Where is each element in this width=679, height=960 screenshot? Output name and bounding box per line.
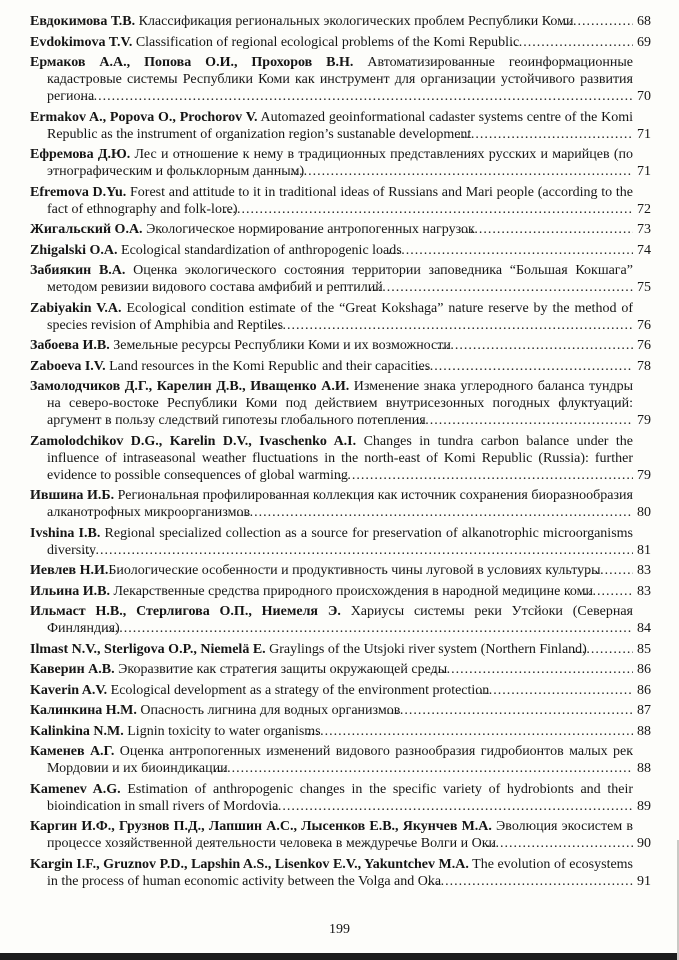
toc-entry-text	[30, 743, 633, 777]
toc-entry-title: Региональная профилированная коллекция как источник сохранения биоразнообразия алканотрофных микроорганизмов	[47, 488, 633, 520]
toc-entry	[30, 300, 651, 334]
toc-entry-page: 88	[637, 761, 651, 776]
toc-entry-authors: Забиякин В.А.	[30, 263, 126, 278]
toc-entry-title: Changes in tundra carbon balance under the influence of intraseasonal weather fluctuations in the north-east of Komi Republic (Russia): further evidence to possible consequences of global warming	[47, 433, 633, 483]
toc-entry-authors: Zabiyakin V.A.	[30, 300, 122, 316]
toc-entry-title: Ecological standardization of anthropogenic loads	[117, 242, 402, 258]
toc-entry	[30, 781, 651, 815]
toc-entry-title: Estimation of anthropogenic changes in the specific variety of hydrobionts and their bioindication in small rivers of Mordovia	[47, 781, 633, 814]
toc-entry	[30, 603, 651, 637]
toc-entry-authors: Евдокимова Т.В.	[30, 14, 136, 29]
toc-entry-authors: Замолодчиков Д.Г., Карелин Д.В., Иващенко А.И.	[30, 379, 350, 394]
toc-entry-page: 86	[637, 682, 651, 698]
toc-entry-authors: Ильмаст Н.В., Стерлигова О.П., Ниемеля Э.	[30, 604, 341, 619]
toc-entry-text	[30, 146, 633, 180]
toc-entry-text	[30, 221, 633, 238]
toc-entry	[30, 54, 651, 105]
toc-entry-text	[30, 337, 633, 354]
toc-entry-text	[30, 781, 633, 815]
toc-entry-text	[30, 723, 633, 740]
toc-entry-title: Ecological development as a strategy of the environment protection	[107, 682, 490, 698]
toc-entry	[30, 641, 651, 658]
toc-entry-title: Automazed geoinformational cadaster systems centre of the Komi Republic as the instrument of organization region’s sustanable development	[47, 109, 633, 142]
toc-entry-title: Изменение знака углеродного баланса тундры на северо-востоке Республики Коми под действием внутрисезонных погодных флуктуаций: аргумент в пользу следствий гипотезы глобального потепления	[47, 379, 633, 428]
toc-entry-title: Classification of regional ecological problems of the Komi Republic	[132, 34, 520, 50]
toc-entry-page: 72	[637, 201, 651, 217]
toc-entry-page: 86	[637, 662, 651, 677]
toc-entry	[30, 487, 651, 521]
toc-entry-title: Лес и отношение к нему в традиционных представлениях русских и марийцев (по этнографическим и фольклорным данным)	[47, 147, 633, 179]
toc-entry-title: Экологическое нормирование антропогенных нагрузок	[142, 222, 475, 237]
toc-entry-page: 78	[637, 358, 651, 374]
toc-entry	[30, 337, 651, 354]
toc-entry-text	[30, 682, 633, 699]
toc-entry-text	[30, 641, 633, 658]
toc-entry-authors: Kargin I.F., Gruznov P.D., Lapshin A.S., Lisenkov E.V., Yakuntchev M.A.	[30, 856, 469, 872]
toc-entry-text	[30, 487, 633, 521]
toc-entry-page: 83	[637, 563, 651, 578]
toc-entry	[30, 13, 651, 30]
toc-entry	[30, 184, 651, 218]
toc-entry-text	[30, 184, 633, 218]
toc-entry-title: Оценка экологического состояния территории заповедника “Большая Кокшага” методом ревизии видового состава амфибий и рептилий	[47, 263, 633, 295]
toc-entry-page: 80	[637, 505, 651, 520]
toc-entry	[30, 433, 651, 484]
toc-entry-title: Land resources in the Komi Republic and their capacities	[105, 358, 431, 374]
toc-entry-page: 71	[637, 126, 651, 142]
toc-entry-text	[30, 603, 633, 637]
toc-entry-authors: Ermakov A., Popova O., Prochorov V.	[30, 109, 258, 125]
toc-entry-page: 81	[637, 542, 651, 558]
page-number: 199	[329, 922, 350, 937]
toc-entry-page: 79	[637, 413, 651, 428]
toc-entry	[30, 723, 651, 740]
toc-entry-authors: Kaverin A.V.	[30, 682, 108, 698]
toc-list	[30, 13, 651, 890]
toc-entry	[30, 525, 651, 559]
toc-entry-title: Земельные ресурсы Республики Коми и их возможности	[109, 338, 451, 353]
toc-entry-text	[30, 13, 633, 30]
toc-entry-page: 89	[637, 798, 651, 814]
toc-entry-authors: Kamenev A.G.	[30, 781, 121, 797]
toc-entry-title: Классификация региональных экологических проблем Республики Коми	[135, 14, 574, 29]
toc-entry-title: Ecological condition estimate of the “Great Kokshaga” nature reserve by the method of species revision of Amphibia and Reptiles	[47, 300, 633, 333]
toc-entry-page: 70	[637, 89, 651, 104]
toc-entry	[30, 146, 651, 180]
toc-entry-page: 76	[637, 317, 651, 333]
toc-entry-authors: Ившина И.Б.	[30, 488, 115, 503]
toc-entry	[30, 583, 651, 600]
toc-entry-authors: Жигальский О.А.	[30, 222, 143, 237]
toc-entry-text	[30, 661, 633, 678]
toc-entry-page: 75	[637, 280, 651, 295]
toc-entry-page: 79	[637, 467, 651, 483]
toc-entry-title: Хариусы системы реки Утсйоки (Северная Финляндия)	[47, 604, 633, 636]
toc-entry-authors: Zaboeva I.V.	[30, 358, 106, 374]
toc-entry	[30, 221, 651, 238]
toc-entry-title: Автоматизированные геоинформационные кадастровые системы Республики Коми как инструмент для организации устойчивого развития региона	[47, 55, 633, 104]
toc-entry-text	[30, 562, 633, 579]
toc-entry-text	[30, 109, 633, 143]
toc-entry	[30, 562, 651, 579]
toc-entry-page: 68	[637, 14, 651, 29]
toc-entry-page: 83	[637, 583, 651, 599]
toc-entry-title: Forest and attitude to it in traditional ideas of Russians and Mari people (according to the fact of ethnography and folk-lore)	[47, 184, 633, 217]
toc-entry-authors: Калинкина Н.М.	[30, 703, 137, 718]
toc-entry	[30, 34, 651, 51]
toc-entry	[30, 682, 651, 699]
toc-entry-text	[30, 242, 633, 259]
toc-entry	[30, 262, 651, 296]
toc-entry-title: Опасность лигнина для водных организмов	[136, 703, 401, 718]
toc-entry-authors: Ефремова Д.Ю.	[30, 147, 131, 162]
toc-entry-authors: Evdokimova T.V.	[30, 34, 133, 50]
toc-entry-text	[30, 54, 633, 105]
toc-entry-title: Биологические особенности и продуктивность чины луговой в условиях культуры	[108, 563, 601, 578]
toc-entry-title: Эволюция экосистем в процессе хозяйственной деятельности человека в междуречье Волги и Оки	[47, 819, 633, 851]
toc-entry-text	[30, 358, 633, 375]
toc-entry	[30, 109, 651, 143]
toc-entry-text	[30, 378, 633, 429]
toc-entry-page: 87	[637, 703, 651, 718]
toc-entry-page: 74	[637, 242, 651, 258]
toc-entry-authors: Ильина И.В.	[30, 583, 111, 599]
toc-entry-text	[30, 702, 633, 719]
toc-entry-page: 88	[637, 723, 651, 739]
toc-entry-title: Лекарственные средства природного происхождения в народной медицине коми	[110, 583, 593, 599]
toc-entry-page: 84	[637, 621, 651, 636]
toc-entry-title: Оценка антропогенных изменений видового разнообразия гидробионтов малых рек Мордовии и их биоиндикации	[47, 744, 633, 776]
toc-entry	[30, 818, 651, 852]
toc-entry-authors: Ivshina I.B.	[30, 525, 101, 541]
toc-entry-page: 69	[637, 34, 651, 50]
toc-entry	[30, 358, 651, 375]
toc-entry-authors: Каргин И.Ф., Грузнов П.Д., Лапшин А.С., Лысенков Е.В., Якунчев М.А.	[30, 819, 492, 834]
toc-entry-authors: Kalinkina N.M.	[30, 723, 124, 739]
toc-entry-authors: Zhigalski O.A.	[30, 242, 118, 258]
toc-entry-page: 71	[637, 164, 651, 179]
toc-entry	[30, 743, 651, 777]
toc-entry-authors: Ilmast N.V., Sterligova O.P., Niemelä E.	[30, 641, 266, 657]
toc-entry-authors: Zamolodchikov D.G., Karelin D.V., Ivaschenko A.I.	[30, 433, 357, 449]
scan-edge-artifact	[0, 953, 679, 960]
toc-entry-text	[30, 818, 633, 852]
toc-entry-page: 76	[637, 338, 651, 353]
toc-entry	[30, 378, 651, 429]
toc-entry-text	[30, 300, 633, 334]
toc-entry-authors: Забоева И.В.	[30, 338, 110, 353]
toc-entry-text	[30, 262, 633, 296]
toc-entry-authors: Каменев А.Г.	[30, 744, 115, 759]
toc-entry-text	[30, 583, 633, 600]
toc-entry-page: 91	[637, 873, 651, 889]
toc-entry-title: Regional specialized collection as a source for preservation of alkanotrophic microorganisms diversity	[47, 525, 633, 558]
toc-entry	[30, 702, 651, 719]
toc-entry-text	[30, 433, 633, 484]
toc-entry-title: Graylings of the Utsjoki river system (Northern Finland)	[265, 641, 587, 657]
toc-entry-authors: Иевлев Н.И.	[30, 563, 109, 578]
toc-entry-authors: Каверин А.В.	[30, 662, 115, 677]
toc-entry-page: 73	[637, 222, 651, 237]
toc-entry-authors: Efremova D.Yu.	[30, 184, 127, 200]
toc-entry	[30, 242, 651, 259]
toc-entry-title: The evolution of ecosystems in the process of human economic activity between the Volga and Oka	[47, 856, 633, 889]
toc-entry-authors: Ермаков А.А., Попова О.И., Прохоров В.Н.	[30, 55, 354, 70]
toc-entry	[30, 856, 651, 890]
toc-entry-text	[30, 856, 633, 890]
toc-entry-title: Экоразвитие как стратегия защиты окружающей среды	[114, 662, 448, 677]
toc-entry-title: Lignin toxicity to water organisms	[123, 723, 321, 739]
toc-entry-text	[30, 34, 633, 51]
toc-entry	[30, 661, 651, 678]
toc-entry-page: 90	[637, 836, 651, 851]
toc-entry-text	[30, 525, 633, 559]
toc-entry-page: 85	[637, 641, 651, 657]
